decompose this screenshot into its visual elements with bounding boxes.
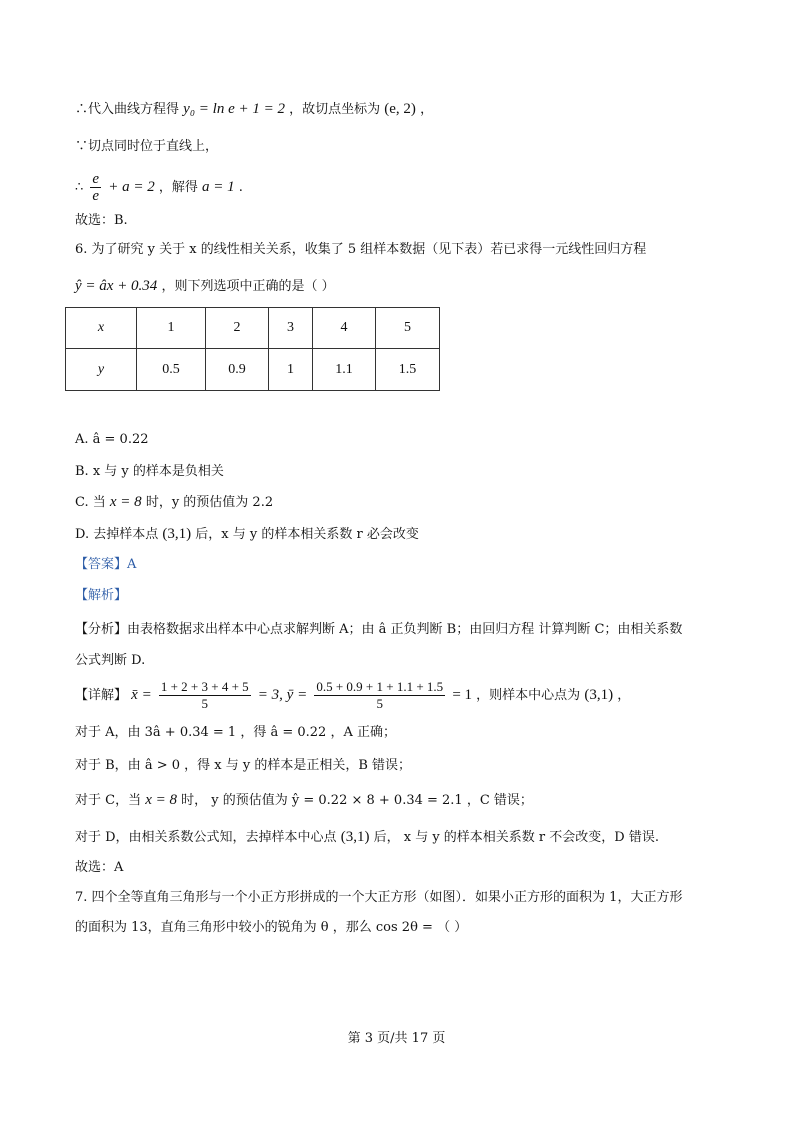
fraction-e-over-e — [90, 171, 101, 204]
table-cell: 0.9 — [206, 349, 269, 391]
text-segment: . — [238, 180, 243, 195]
option-d — [75, 524, 419, 545]
solution-line-1 — [75, 99, 433, 120]
analysis-title — [75, 586, 127, 606]
sample-data-table — [65, 307, 440, 391]
fraction-denominator: e — [92, 188, 100, 204]
solution-line-3 — [75, 170, 243, 205]
math-expression: + a = 2 — [108, 179, 155, 195]
text-segment: ，则下列选项中正确的是（ ） — [161, 279, 335, 294]
question-6-line-2 — [75, 276, 335, 297]
option-b: B. x 与 y 的样本是负相关 — [75, 464, 224, 479]
choose-b-line: 故选：B. — [75, 213, 128, 228]
table-cell: 4 — [313, 308, 376, 349]
table-row-x — [66, 308, 440, 349]
fraction-denominator: 5 — [201, 696, 208, 711]
text-segment: ∴ — [75, 180, 84, 195]
answer-line — [75, 555, 136, 575]
for-d-line — [75, 827, 659, 848]
fraction-numerator: e — [92, 171, 100, 187]
text-segment: 时， y 的预估值为 ŷ = 0.22 × 8 + 0.34 = 2.1 ，C 错误； — [181, 793, 533, 808]
text-segment: 时，y 的预估值为 2.2 — [145, 495, 274, 510]
for-b-line: 对于 B，由 â > 0 ，得 x 与 y 的样本是正相关，B 错误； — [75, 758, 412, 773]
for-c-line — [75, 790, 533, 811]
text-segment: ，故切点坐标为 — [289, 102, 381, 117]
table-cell: 5 — [376, 308, 440, 349]
text-segment: ， — [420, 102, 434, 117]
center-point: (3,1) — [584, 687, 614, 703]
math-expression: y₀ = ln e + 1 = 2 — [183, 101, 285, 117]
table-cell: 2 — [206, 308, 269, 349]
text-segment: 后， x 与 y 的样本相关系数 r 不会改变，D 错误. — [373, 830, 659, 845]
option-a: A. â = 0.22 — [75, 432, 149, 447]
table-cell: 3 — [269, 308, 313, 349]
text-segment: ， — [617, 688, 631, 703]
table-cell: 1 — [137, 308, 206, 349]
analysis-line-2: 公式判断 D. — [75, 653, 146, 668]
text-segment: 对于 C，当 — [75, 793, 142, 808]
choose-a-line: 故选：A — [75, 860, 124, 875]
center-point: (3,1) — [340, 829, 370, 845]
table-cell: 1.5 — [376, 349, 440, 391]
table-cell: 1.1 — [313, 349, 376, 391]
question-6-line-1: 6. 为了研究 y 关于 x 的线性相关关系，收集了 5 组样本数据（见下表）若已求得一元线性回归方程 — [75, 242, 647, 257]
text-segment: 对于 D，由相关系数公式知，去掉样本中心点 — [75, 830, 337, 845]
text-segment: ∴代入曲线方程得 — [75, 102, 180, 117]
text-segment: 后，x 与 y 的样本相关系数 r 必会改变 — [195, 527, 419, 542]
fraction-y-mean — [314, 679, 445, 712]
fraction-numerator: 1 + 2 + 3 + 4 + 5 — [160, 679, 249, 694]
text-segment: ，解得 — [158, 180, 198, 195]
analysis-label: 【解析】 — [75, 588, 128, 603]
math-result: a = 1 — [202, 179, 235, 195]
detail-label: 【详解】 — [75, 688, 128, 703]
table-cell: 0.5 — [137, 349, 206, 391]
math-expression: x = 8 — [145, 792, 178, 808]
detail-line — [75, 676, 630, 715]
x-bar: x̄ = — [131, 687, 152, 703]
sample-point: (3,1) — [162, 526, 192, 542]
table-row-y — [66, 349, 440, 391]
question-7-line-2: 的面积为 13，直角三角形中较小的锐角为 θ ，那么 cos 2θ = （ ） — [75, 920, 468, 935]
solution-line-2: ∵切点同时位于直线上， — [75, 139, 219, 154]
math-expression: = 1 — [452, 687, 473, 703]
fraction-denominator: 5 — [376, 696, 383, 711]
fraction-x-mean — [159, 679, 251, 712]
text-segment: D. 去掉样本点 — [75, 527, 159, 542]
option-c — [75, 492, 273, 513]
tangent-point: (e, 2) — [384, 101, 416, 117]
text-segment: C. 当 — [75, 495, 106, 510]
text-segment: ，则样本中心点为 — [476, 688, 581, 703]
page-footer: 第 3 页/共 17 页 — [347, 1031, 446, 1046]
question-7-line-1: 7. 四个全等直角三角形与一个小正方形拼成的一个大正方形（如图）．如果小正方形的面积为 1，大正方形 — [75, 890, 683, 905]
table-header-cell: x — [66, 308, 137, 349]
analysis-line-1: 【分析】由表格数据求出样本中心点求解判断 A；由 â 正负判断 B；由回归方程 计算判断 C；由相关系数 — [75, 622, 683, 637]
y-bar: = 3, ȳ = — [257, 687, 308, 703]
for-a-line: 对于 A，由 3â + 0.34 = 1 ，得 â = 0.22 ，A 正确； — [75, 725, 396, 740]
table-cell: 1 — [269, 349, 313, 391]
math-expression: x = 8 — [109, 494, 142, 510]
table-header-cell: y — [66, 349, 137, 391]
answer-label: 【答案】A — [75, 557, 137, 572]
regression-equation: ŷ = âx + 0.34 — [75, 278, 158, 294]
fraction-numerator: 0.5 + 0.9 + 1 + 1.1 + 1.5 — [316, 679, 444, 694]
